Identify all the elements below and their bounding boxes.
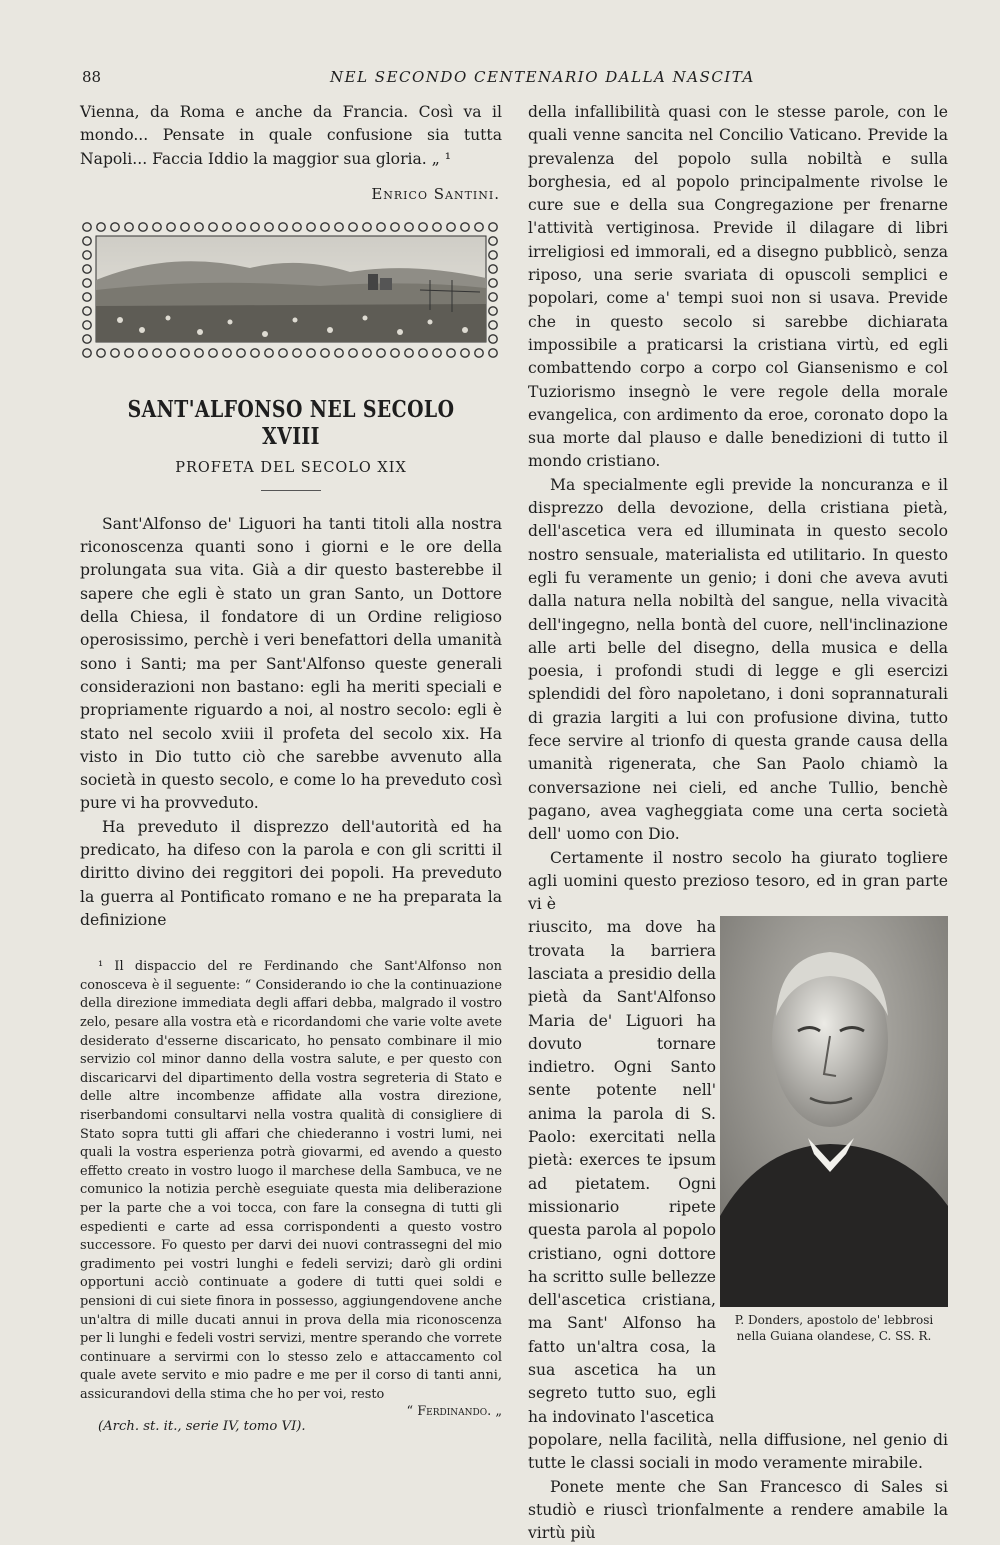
article-title: SANT'ALFONSO NEL SECOLO XVIII [127, 395, 455, 450]
body-paragraph: della infallibilità quasi con le stesse parole, con le quali venne sancita nel Concilio Vaticano. Previde la prevalenza del popolo sulla nobiltà e sulla borghesia, ed al popolo principalmente rivolse le cure sue e della sua Congregazione per frenarne l'attività vertiginosa. Previde il dilagare di libri irreligiosi ed immorali, ed a disegno pubblicò, senza riposo, una serie svariata di opuscoli semplici e popolari, come a' tempi suoi non si usava. Previde che in questo secolo si sarebbe dichiarata impossibile a praticarsi la cristiana virtù, ed egli combattendo corpo a corpo col Giansenismo e col Tuziorismo insegnò le vere regole della morale evangelica, con ardimento da eroe, coronato dopo la sua morte dal plauso e dalle benedizioni di tutto il mondo cristiano. [528, 103, 948, 471]
divider-rule [261, 490, 321, 491]
page-number: 88 [82, 68, 102, 86]
right-column [528, 101, 948, 1545]
decorative-landscape-illustration [80, 220, 502, 358]
body-paragraph: Sant'Alfonso de' Liguori ha tanti titoli alla nostra riconoscenza quanti sono i giorni e le ore della prolungata sua vita. Già a dir questo basterebbe il sapere che egli è stato un gran Santo, un Dottore della Chiesa, il fondatore di un Ordine religioso operosissimo, perchè i veri benefattori della umanità sono i Santi; ma per Sant'Alfonso queste generali considerazioni non bastano: egli ha meriti speciali e propriamente riguardo a noi, al nostro secolo: egli è stato nel secolo xviii il profeta del secolo xix. Ha visto in Dio tutto ciò che sarebbe avvenuto alla società in questo secolo, e come lo ha preveduto così pure vi ha provveduto. [80, 514, 502, 813]
body-paragraph: Ha preveduto il disprezzo dell'autorità ed ha predicato, ha difeso con la parola e con gli scritti il diritto divino dei reggitori dei popoli. Ha preveduto la guerra al Pontificato romano e ne ha preparata la definizione [80, 817, 502, 929]
signature: Enrico Santini. [371, 184, 500, 203]
footnote-text: ¹ Il dispaccio del re Ferdinando che Sant'Alfonso non conosceva è il seguente: “ Considerando io che la continuazione della direzione immediata degli affari debba, malgrado il vostro zelo, pesare alla vostra età e ricordandomi che varie volte avete desiderato d'esserne discaricato, ho pensato combinare il mio servizio col minor danno della vostra salute, e per questo con discaricarvi del dipartimento della vostra segreteria di Stato e delle altre incombenze affidate alla vostra direzione, riserbandomi consultarvi nella vostra qualità di consigliere di Stato sopra tutti gli affari che chiederanno i vostri lumi, nei quali la vostra esperienza potrà giovarmi, ed avendo a questo effetto creato in vostro luogo il marchese della Sambuca, ve ne comunico la notizia perchè eseguiate questa mia deliberazione per la parte che a voi tocca, con fare la consegna di tutti gli espedienti e carte ad essa corrispondenti a questo vostro successore. Fo questo per darvi dei nuovi contrassegni del mio gradimento pei vostri lunghi e fedeli servizi; darò gli ordini opportuni acciò continuate a godere di tutti quei soldi e pensioni di cui siete finora in possesso, aggiungendovene anche un'altra di mille ducati annui in prova della mia riconoscenza per li lunghi e fedeli vostri servizi, mentre sperando che vorrete continuare a servirmi con lo stesso zelo e attaccamento col quale avete servito e mio padre e me per il corso di tanti anni, assicurandovi della stima che ho per voi, resto [80, 959, 502, 1402]
figure-wrap [528, 916, 948, 1429]
portrait-photo [720, 916, 948, 1307]
running-head: NEL SECONDO CENTENARIO DALLA NASCITA [330, 68, 755, 86]
article-subtitle: PROFETA DEL SECOLO XIX [175, 459, 407, 476]
footnote-source: (Arch. st. it., serie IV, tomo VI). [98, 1419, 306, 1435]
body-paragraph: Ma specialmente egli previde la noncuranza e il disprezzo della devozione, della cristiana pietà, dell'ascetica vera ed illuminata in questo secolo nostro sensuale, materialista ed utilitario. In questo egli fu veramente un genio; i doni che aveva avuti dalla natura nella nobiltà del sangue, nella vivacità dell'ingegno, nella bontà del cuore, nell'inclinazione alle arti belle del disegno, della musica e della poesia, i profondi studi di legge e gli esercizi splendidi del fòro napoletano, i doni soprannaturali di grazia largiti a lui con profusione divina, tutto fece servire al trionfo di questa grande causa della umanità rigenerata, che San Paolo chiamò la conversazione nei cieli, ed anche Tullio, benchè pagano, avea vagheggiata come una certa società dell' uomo con Dio. [528, 475, 948, 844]
body-paragraph: popolare, nella facilità, nella diffusione, nel genio di tutte le classi sociali in modo veramente mirabile. [528, 1430, 948, 1473]
wrapped-text: riuscito, ma dove ha trovata la barriera lasciata a presidio della pietà da Sant'Alfonso Maria de' Liguori ha dovuto tornare indietro. Ogni Santo sente potente nell' anima la parola di S. Paolo: exercitati nella pietà: exerces te ipsum ad pietatem. Ogni missionario ripete questa parola al popolo cristiano, ogni dottore ha scritto sulle bellezze dell'ascetica cristiana, ma Sant' Alfonso ha fatto un'altra cosa, la sua ascetica ha un segreto tutto suo, egli ha indovinato l'ascetica [528, 918, 716, 1426]
footnote [80, 958, 502, 1434]
body-paragraph: Certamente il nostro secolo ha giurato togliere agli uomini questo prezioso tesoro, ed in gran parte vi è [528, 848, 948, 914]
left-column [80, 101, 502, 1434]
body-paragraph: Ponete mente che San Francesco di Sales si studiò e riuscì trionfalmente a rendere amabile la virtù più [528, 1477, 948, 1543]
intro-text: Vienna, da Roma e anche da Francia. Così va il mondo... Pensate in quale confusione sia tutta Napoli... Faccia Iddio la maggior sua gloria. „ ¹ [80, 103, 502, 168]
photo-caption: P. Donders, apostolo de' lebbrosi nella Guiana olandese, C. SS. R. [734, 1313, 934, 1344]
footnote-signature: “ Ferdinando. „ [406, 1404, 502, 1420]
